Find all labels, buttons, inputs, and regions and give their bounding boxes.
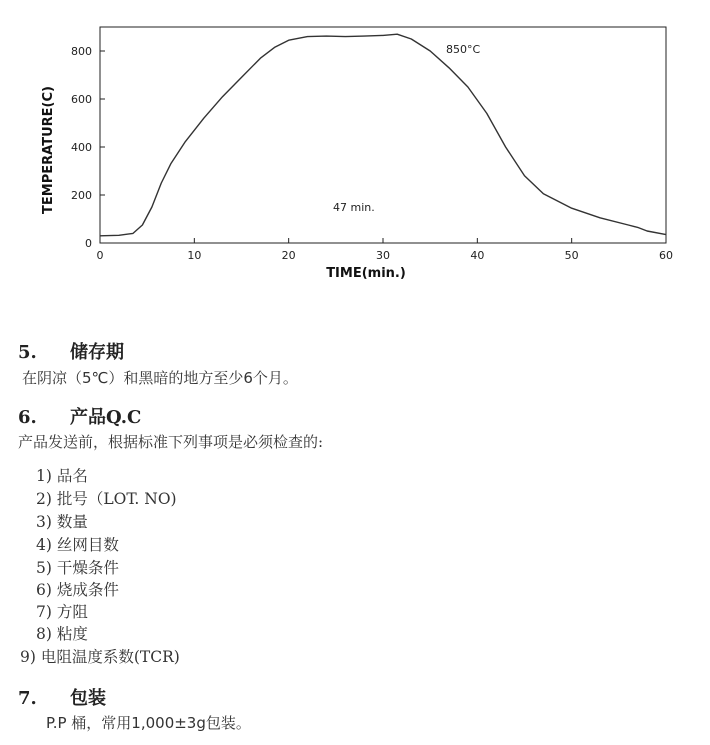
y-tick-label: 600 — [71, 93, 92, 106]
section-6-number: 6. — [18, 407, 37, 428]
plot-frame — [100, 27, 666, 243]
series-line — [100, 34, 666, 236]
section-7-number: 7. — [18, 688, 37, 709]
list-item: 7) 方阻 — [36, 603, 88, 621]
list-item: 6) 烧成条件 — [36, 581, 119, 599]
duration-annotation: 47 min. — [333, 201, 375, 214]
section-6-text: 产品发送前，根据标准下列事项是必须检查的: — [18, 433, 324, 451]
y-tick-label: 0 — [85, 237, 92, 250]
list-item: 2) 批号（LOT. NO) — [36, 490, 177, 508]
x-tick-label: 50 — [564, 249, 579, 262]
section-7-heading — [18, 684, 106, 710]
list-item: 8) 粘度 — [36, 625, 88, 643]
x-tick-label: 60 — [659, 249, 673, 262]
y-tick-label: 400 — [71, 141, 92, 154]
section-7-text: P.P 桶，常用1,000±3g包装。 — [46, 714, 251, 732]
x-tick-label: 10 — [187, 249, 202, 262]
section-5-heading — [18, 338, 124, 364]
peak-temperature-annotation: 850°C — [446, 43, 481, 56]
list-item: 3) 数量 — [36, 513, 88, 531]
chart-svg — [0, 0, 710, 300]
section-5-text: 在阴凉（5℃）和黑暗的地方至少6个月。 — [22, 369, 298, 387]
x-tick-label: 40 — [470, 249, 485, 262]
x-tick-label: 30 — [376, 249, 390, 262]
y-tick-label: 800 — [71, 45, 92, 58]
y-axis-label: TEMPERATURE(C) — [41, 86, 56, 214]
section-7-title: 包装 — [70, 688, 106, 709]
list-item: 5) 干燥条件 — [36, 559, 119, 577]
section-5-number: 5. — [18, 342, 37, 363]
x-tick-label: 20 — [281, 249, 296, 262]
list-item: 9) 电阻温度系数(TCR) — [20, 648, 180, 666]
section-5-title: 储存期 — [70, 342, 124, 363]
list-item: 1) 品名 — [36, 467, 88, 485]
section-6-title: 产品Q.C — [70, 407, 142, 428]
temperature-chart — [0, 0, 710, 300]
y-tick-label: 200 — [71, 189, 92, 202]
x-axis-label: TIME(min.) — [326, 266, 406, 281]
section-6-heading — [18, 403, 141, 429]
x-tick-label: 0 — [96, 249, 104, 262]
list-item: 4) 丝网目数 — [36, 536, 119, 554]
